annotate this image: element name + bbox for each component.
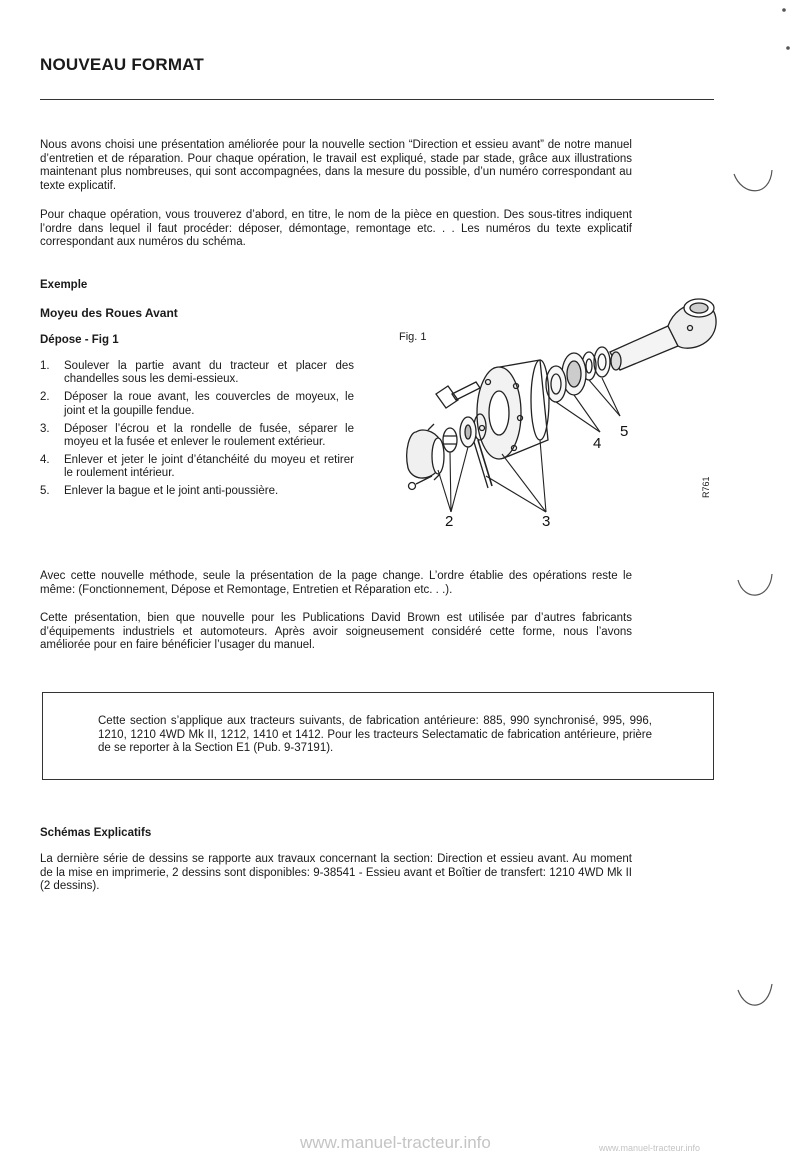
footer-watermark-small: www.manuel-tracteur.info <box>599 1143 701 1153</box>
procedure-steps <box>40 360 354 503</box>
binder-punch-holes <box>730 0 800 1158</box>
edge-mark <box>783 9 785 11</box>
example-heading: Exemple <box>40 279 88 291</box>
figure-label: Fig. 1 <box>399 331 427 343</box>
order-paragraph: Pour chaque opération, vous trouverez d’abord, en titre, le nom de la pièce en question. Des sous-titres indiquent l’ordre dans lequel il faut procéder: déposer, démontage, remontage etc. . . Les numéros du texte explicatif correspondant aux numéros du schéma. <box>40 209 632 249</box>
step-text: Déposer la roue avant, les couvercles de moyeux, le joint et la goupille fendue. <box>64 391 354 417</box>
schemas-paragraph: La dernière série de dessins se rapporte aux travaux concernant la section: Direction et essieu avant. Au moment de la mise en imprimerie, 2 dessins sont disponibles: 9-38541 - Essieu avant et Boîtier de transfert: 1210 4WD Mk II (2 dessins). <box>40 853 632 893</box>
footer-watermark: www.manuel-tracteur.info <box>300 1133 491 1152</box>
punch-hole-bottom <box>738 984 772 1005</box>
step-text: Enlever la bague et le joint anti-poussière. <box>64 485 279 498</box>
edge-mark <box>787 47 789 49</box>
notice-text: Cette section s’applique aux tracteurs suivants, de fabrication antérieure: 885, 990 synchronisé, 995, 996, 1210, 1210 4WD Mk II, 1212, 1410 et 1412. Pour les tracteurs Selectamatic de fabrication antérieure, prière de se reporter à la Section E1 (Pub. 9-37191). <box>98 715 652 755</box>
title-rule <box>40 99 714 100</box>
procedure-heading: Dépose - Fig 1 <box>40 334 119 346</box>
publication-paragraph: Cette présentation, bien que nouvelle pour les Publications David Brown est utilisée par d’autres fabricants d’équipements industriels et automoteurs. Après avoir soigneusement considéré cette forme, nous l’avons améliorée pour en faire bénéficier l’usager du manuel. <box>40 612 632 652</box>
step-number: 3. <box>40 422 50 435</box>
inner-bearing <box>546 353 586 402</box>
procedure-step <box>40 391 354 418</box>
wheel-stud <box>436 382 480 408</box>
schemas-heading: Schémas Explicatifs <box>40 827 152 839</box>
procedure-step <box>40 454 354 481</box>
callout-2: 2 <box>445 513 454 530</box>
procedure-step <box>40 360 354 387</box>
hub-exploded-diagram <box>388 290 728 530</box>
spindle-arm <box>610 299 716 370</box>
method-paragraph: Avec cette nouvelle méthode, seule la présentation de la page change. L’ordre établie des opérations reste le même: (Fonctionnement, Dépose et Remontage, Entretien et Réparation etc. . .). <box>40 570 632 596</box>
step-text: Soulever la partie avant du tracteur et placer des chandelles sous les demi-essieux. <box>64 360 354 386</box>
procedure-step <box>40 423 354 450</box>
wheel-hub <box>477 360 549 459</box>
example-subheading: Moyeu des Roues Avant <box>40 306 178 320</box>
castle-nut <box>443 428 457 452</box>
step-number: 5. <box>40 485 50 498</box>
step-number: 2. <box>40 391 50 404</box>
callout-4: 4 <box>593 435 602 452</box>
step-number: 4. <box>40 453 50 466</box>
procedure-step <box>40 485 354 498</box>
figure-reference-code: R761 <box>701 476 711 498</box>
step-number: 1. <box>40 360 50 372</box>
page-title: NOUVEAU FORMAT <box>40 55 204 74</box>
callout-3: 3 <box>542 513 551 530</box>
step-text: Déposer l’écrou et la rondelle de fusée, séparer le moyeu et la fusée et enlever le roulement extérieur. <box>64 422 354 449</box>
punch-hole-top <box>734 170 772 191</box>
punch-hole-middle <box>738 574 772 595</box>
step-text: Enlever et jeter le joint d’étanchéité du moyeu et retirer le roulement intérieur. <box>64 453 354 480</box>
callout-5: 5 <box>620 423 629 440</box>
intro-paragraph: Nous avons choisi une présentation améliorée pour la nouvelle section “Direction et essieu avant” de notre manuel d’entretien et de réparation. Pour chaque opération, le travail est expliqué, stade par stade, grâce aux illustrations maintenant plus nombreuses, qui sont accompagnées, dans la mesure du possible, d’un numéro correspondant au texte explicatif. <box>40 139 632 192</box>
